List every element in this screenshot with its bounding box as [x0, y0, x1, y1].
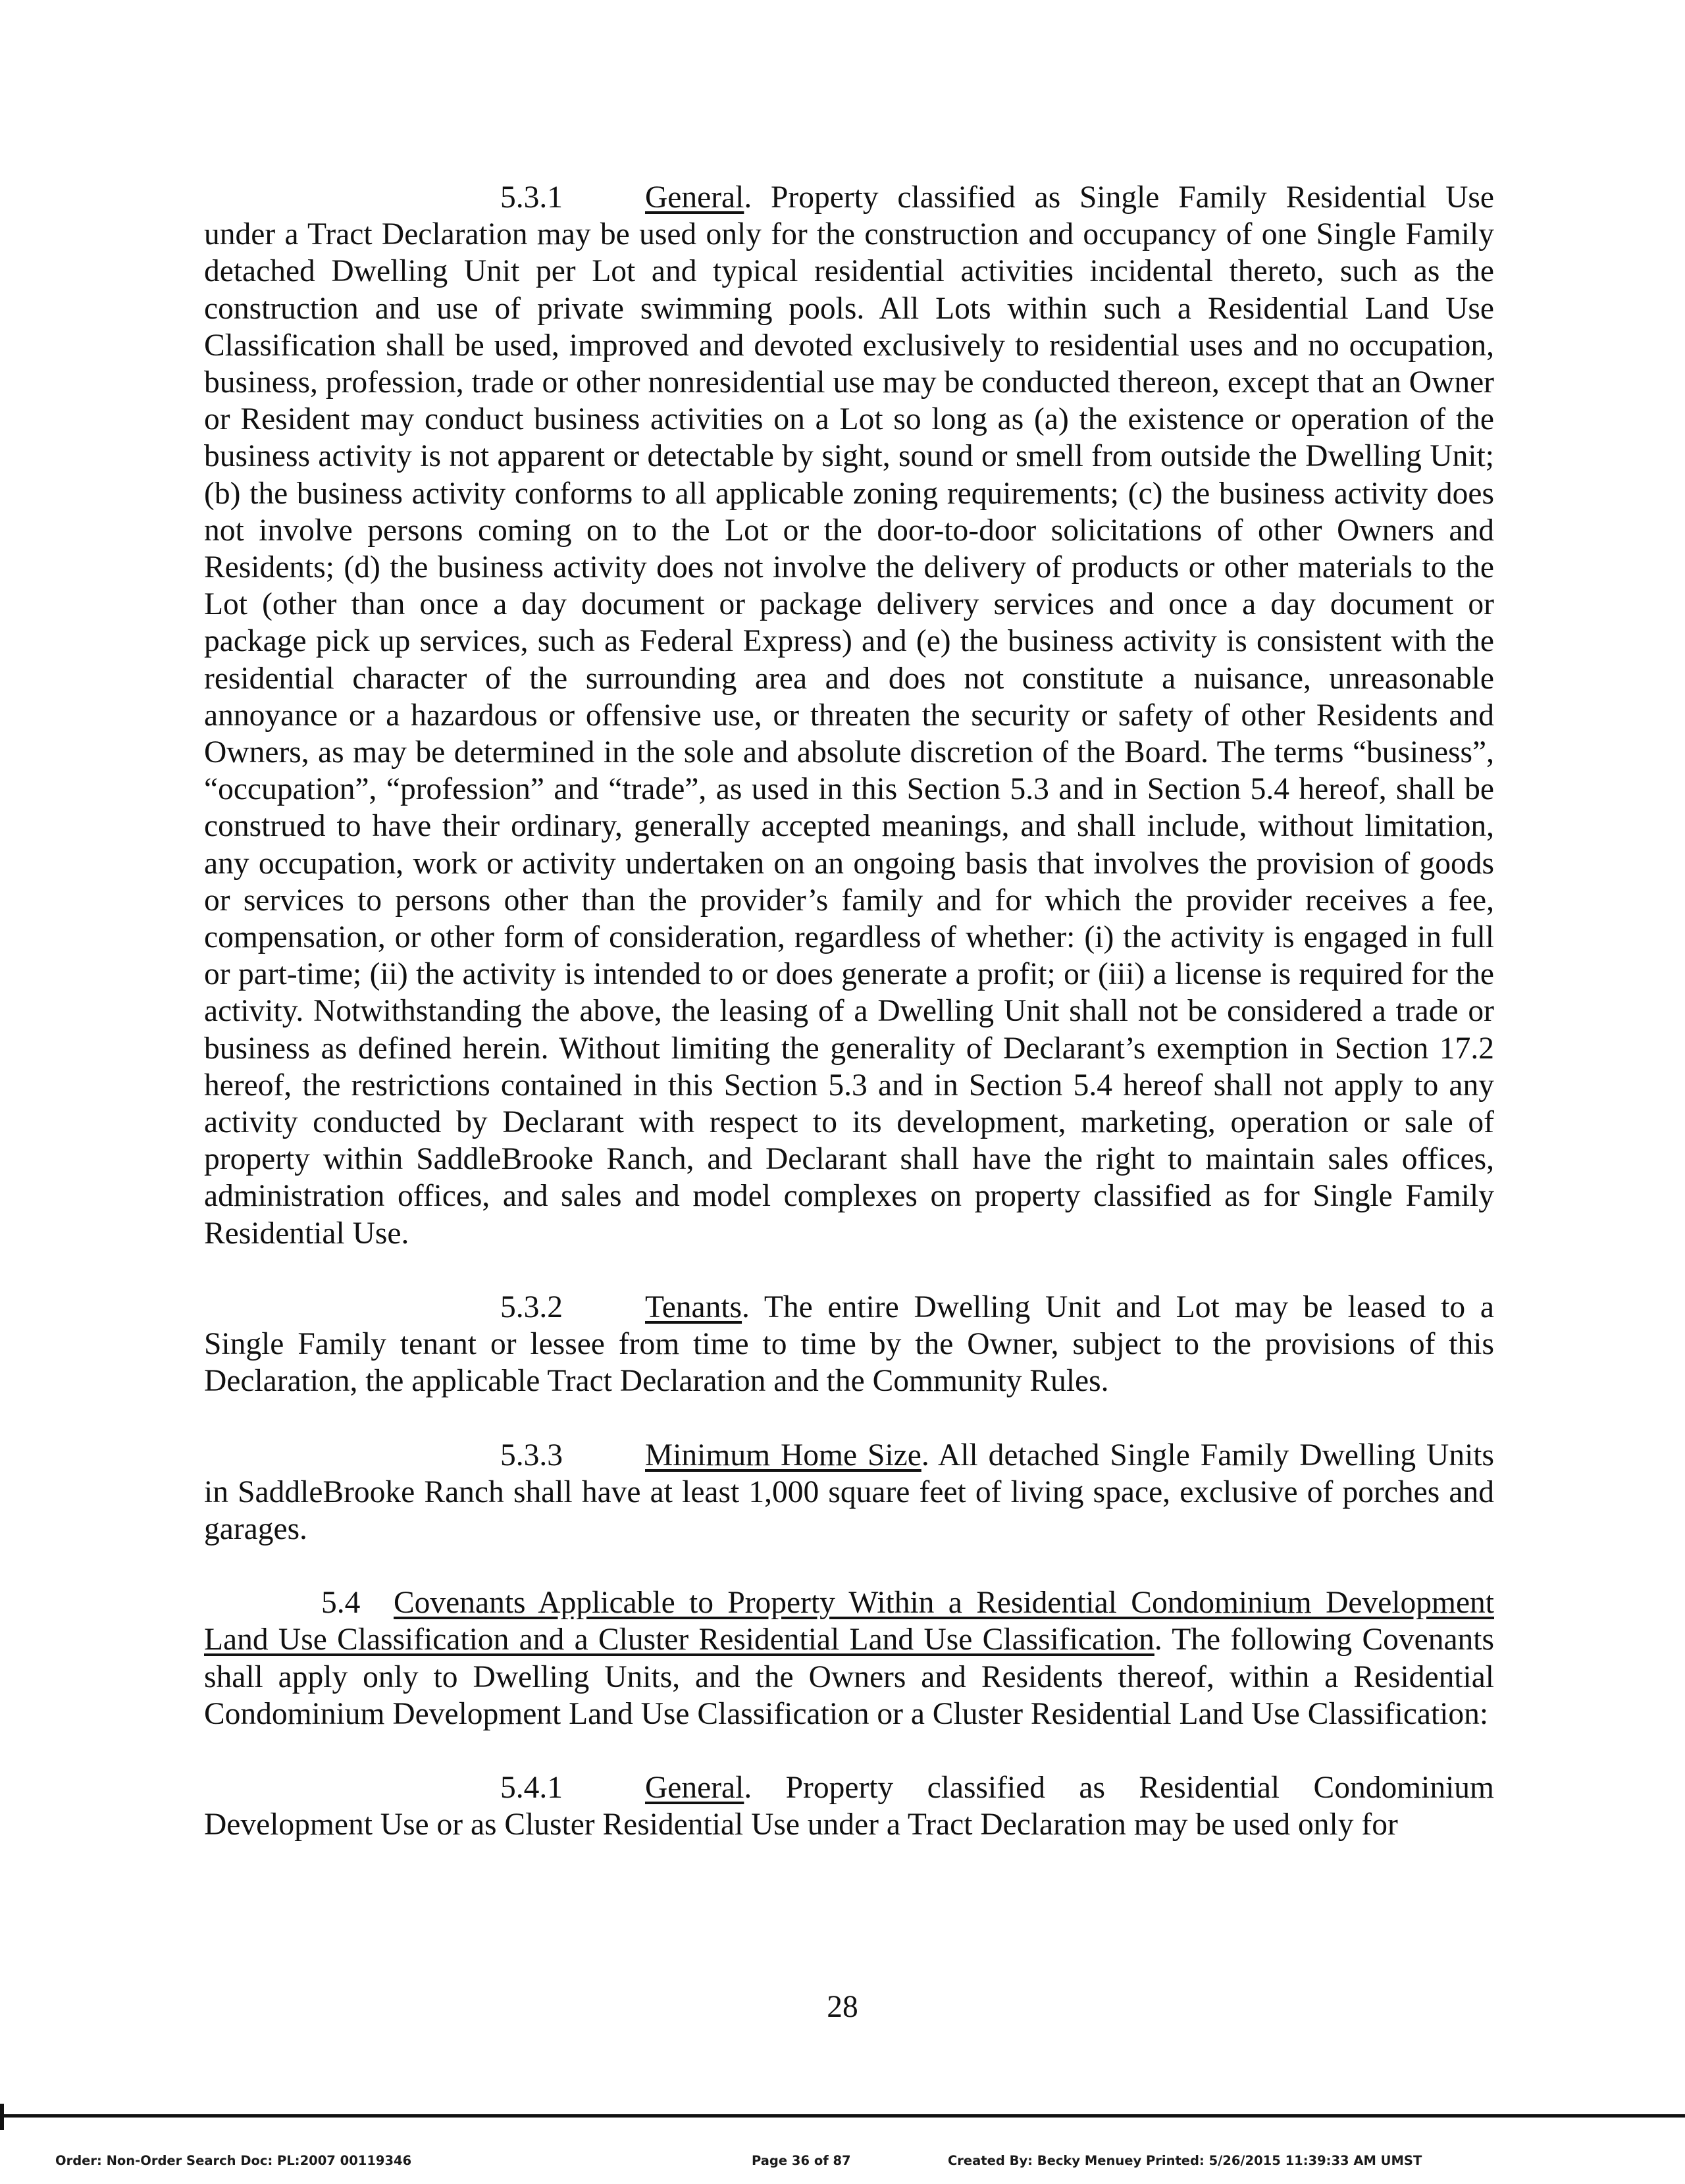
section-number: 5.3.1: [500, 180, 563, 215]
document-body: [204, 179, 1494, 1843]
section-heading: General: [645, 1770, 744, 1805]
page-number: 28: [827, 1990, 858, 2024]
section-text: . All detached Single Family Dwelling Units in SaddleBrooke Ranch shall have at least 1,000 square feet of living space, exclusive of porches and garages.: [204, 1438, 1494, 1546]
section-heading: Tenants: [645, 1289, 742, 1324]
section-heading: Covenants Applicable to Property Within a Residential Condominium Development Land Use Classification and a Cluster Residential Land Use Classification: [204, 1586, 1494, 1657]
section-number: 5.4: [321, 1586, 361, 1621]
section-5-3-2: [204, 1289, 1494, 1400]
section-text: . Property classified as Residential Condominium Development Use or as Cluster Residential Use under a Tract Declaration may be used only for: [204, 1770, 1494, 1842]
section-number: 5.4.1: [500, 1770, 563, 1805]
section-number: 5.3.2: [500, 1289, 563, 1324]
footer-created-by: Created By: Becky Menuey Printed: 5/26/2015 11:39:33 AM UMST: [948, 2153, 1422, 2168]
footer-order-info: Order: Non-Order Search Doc: PL:2007 00119346: [55, 2153, 412, 2168]
section-5-4-1: [204, 1769, 1494, 1843]
print-footer: [0, 2153, 1685, 2173]
section-heading: Minimum Home Size: [645, 1438, 921, 1472]
section-5-3-1: [204, 179, 1494, 1252]
section-text: . The entire Dwelling Unit and Lot may be leased to a Single Family tenant or lessee from time to time by the Owner, subject to the provisions of this Declaration, the applicable Tract Declaration and the Community Rules.: [204, 1289, 1494, 1399]
section-heading: General: [645, 180, 744, 215]
section-5-4: [204, 1584, 1494, 1732]
footer-page-count: Page 36 of 87: [752, 2153, 851, 2168]
section-text: . The following Covenants shall apply only to Dwelling Units, and the Owners and Residents thereof, within a Residential Condominium Development Land Use Classification or a Cluster Residential Land Use Classification:: [204, 1623, 1494, 1731]
section-text: . Property classified as Single Family Residential Use under a Tract Declaration may be used only for the construction and occupancy of one Single Family detached Dwelling Unit per Lot and typical residential activities incidental thereto, such as the construction and use of private swimming pools. All Lots within such a Residential Land Use Classification shall be used, improved and devoted exclusively to residential uses and no occupation, business, profession, trade or other nonresidential use may be conducted thereon, except that an Owner or Resident may conduct business activities on a Lot so long as (a) the existence or operation of the business activity is not apparent or detectable by sight, sound or smell from outside the Dwelling Unit; (b) the business activity conforms to all applicable zoning requirements; (c) the business activity does not involve persons coming on to the Lot or the door-to-door solicitations of other Owners and Residents; (d) the business activity does not involve the delivery of products or other materials to the Lot (other than once a day document or package delivery services and once a day document or package pick up services, such as Federal Express) and (e) the business activity is consistent with the residential character of the surrounding area and does not constitute a nuisance, unreasonable annoyance or a hazardous or offensive use, or threaten the security or safety of other Residents and Owners, as may be determined in the sole and absolute discretion of the Board. The terms “business”, “occupation”, “profession” and “trade”, as used in this Section 5.3 and in Section 5.4 hereof, shall be construed to have their ordinary, generally accepted meanings, and shall include, without limitation, any occupation, work or activity undertaken on an ongoing basis that involves the provision of goods or services to persons other than the provider’s family and for which the provider receives a fee, compensation, or other form of consideration, regardless of whether: (i) the activity is engaged in full or part-time; (ii) the activity is intended to or does generate a profit; or (iii) a license is required for the activity. Notwithstanding the above, the leasing of a Dwelling Unit shall not be considered a trade or business as defined herein. Without limiting the generality of Declarant’s exemption in Section 17.2 hereof, the restrictions contained in this Section 5.3 and in Section 5.4 hereof shall not apply to any activity conducted by Declarant with respect to its development, marketing, operation or sale of property within SaddleBrooke Ranch, and Declarant shall have the right to maintain sales offices, administration offices, and sales and model complexes on property classified as for Single Family Residential Use.: [204, 180, 1494, 1251]
section-number: 5.3.3: [500, 1438, 563, 1472]
footer-divider: [0, 2114, 1685, 2118]
section-5-3-3: [204, 1437, 1494, 1548]
